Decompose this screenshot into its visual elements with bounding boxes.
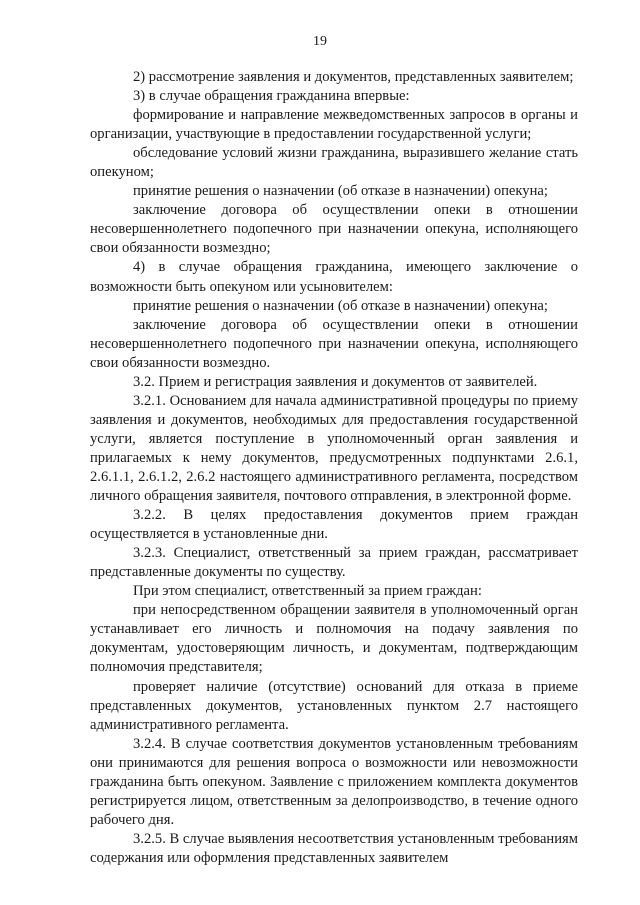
paragraph-living-conditions: обследование условий жизни гражданина, выразившего желание стать опекуном; [90, 145, 578, 181]
paragraph-specialist-intro: При этом специалист, ответственный за прием граждан: [133, 583, 482, 600]
document-body [90, 68, 578, 868]
paragraph-grounds-check: проверяет наличие (отсутствие) оснований для отказа в приеме представленных документов, установленных пунктом 2.7 настоящего административного регламента. [90, 678, 578, 733]
paragraph-guardianship-contract: заключение договора об осуществлении опеки в отношении несовершеннолетнего подопечного при назначении опекуна, исполняющего свои обязанности возмездно; [90, 202, 578, 257]
paragraph-3: 3) в случае обращения гражданина впервые: [133, 88, 410, 105]
paragraph-guardian-decision-2: принятие решения о назначении (об отказе в назначении) опекуна; [133, 297, 548, 314]
paragraph-interagency-requests: формирование и направление межведомственных запросов в органы и организации, участвующие в предоставлении государственной услуги; [90, 107, 578, 143]
paragraph-4: 4) в случае обращения гражданина, имеющего заключение о возможности быть опекуном или усыновителем: [90, 259, 578, 295]
section-3-2-heading: 3.2. Прием и регистрация заявления и документов от заявителей. [133, 373, 538, 390]
paragraph-3-2-2: 3.2.2. В целях предоставления документов прием граждан осуществляется в установленные дни. [90, 507, 578, 543]
paragraph-3-2-3: 3.2.3. Специалист, ответственный за прием граждан, рассматривает представленные документы по существу. [90, 545, 578, 581]
paragraph-2: 2) рассмотрение заявления и документов, представленных заявителем; [133, 69, 574, 85]
paragraph-3-2-1: 3.2.1. Основанием для начала административной процедуры по приему заявления и документов, необходимых для предоставления государственной услуги, является поступление в уполномоченный орган заявления и прилагаемых к нему документов, предусмотренных подпунктами 2.6.1, 2.6.1.1, 2.6.1.2, 2.6.2 настоящего административного регламента, посредством личного обращения заявителя, почтового отправления, в электронной форме. [90, 392, 578, 505]
page-number: 19 [313, 34, 327, 49]
paragraph-3-2-5: 3.2.5. В случае выявления несоответствия установленным требованиям содержания или оформления представленных заявителем [90, 830, 578, 866]
paragraph-identity-check: при непосредственном обращении заявителя в уполномоченный орган устанавливает его личность и полномочия на подачу заявления по документам, удостоверяющим личность, и документам, подтверждающим полномочия представителя; [90, 602, 578, 676]
paragraph-3-2-4: 3.2.4. В случае соответствия документов установленным требованиям они принимаются для решения вопроса о возможности или невозможности гражданина быть опекуном. Заявление с приложением комплекта документов регистрируется лицом, ответственным за делопроизводство, в течение одного рабочего дня. [90, 735, 578, 828]
paragraph-guardianship-contract-2: заключение договора об осуществлении опеки в отношении несовершеннолетнего подопечного при назначении опекуна, исполняющего свои обязанности возмездно. [90, 316, 578, 371]
paragraph-guardian-decision: принятие решения о назначении (об отказе в назначении) опекуна; [133, 183, 548, 200]
